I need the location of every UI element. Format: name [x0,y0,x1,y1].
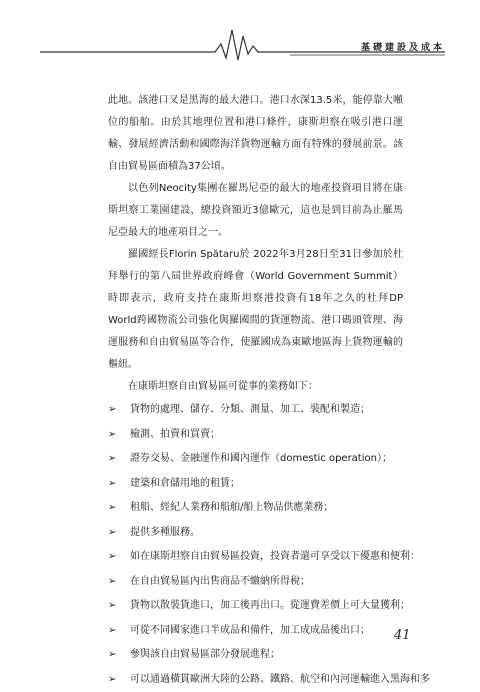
bullet-list [108,398,403,692]
paragraph-3: 羅國經長Florin Spătaru於 2022年3月28日至31日參加於杜拜舉行的第八屆世界政府峰會（World Government Summit）時即表示，政府支持在康斯坦察港投資有18年之久的杜拜DP World跨國物流公司強化與羅國間的貨運物流、港口碼頭管理、海運服務和自由貿易區等合作，使羅國成為東歐地區海上貨物運輸的樞紐。 [108,244,403,376]
paragraph-2: 以色列Neocity集團在羅馬尼亞的最大的地產投資項目將在康斯坦察工業園建設，總投資額近3億歐元，這也是到目前為止羅馬尼亞最大的地產項目之一。 [108,178,403,244]
list-item [108,496,403,521]
list-item [108,447,403,472]
header-title: 基礎建設及成本 [361,40,445,53]
list-item [108,619,403,644]
list-item-text: 提供多種服務。 [130,527,200,538]
arrow-bullet-icon: ➢ [108,398,116,423]
list-item-text: 參與該自由貿易區部分發展進程； [130,649,280,660]
list-item-text: 租船、經紀人業務和船舶/船上物品供應業務； [130,502,333,513]
list-item [108,423,403,448]
arrow-bullet-icon: ➢ [108,447,116,472]
list-item-text: 在自由貿易區內出售商品不繳納所得稅； [130,576,310,587]
arrow-bullet-icon: ➢ [108,496,116,521]
body-content [108,90,403,692]
list-item [108,643,403,668]
list-item [108,594,403,619]
list-item-text: 可從不同國家進口半成品和備件，加工成成品後出口； [130,625,370,636]
list-item-text: 可以通過橫貫歐洲大陸的公路、鐵路、航空和內河運輸進入黑海和多 [130,674,430,685]
list-item-text: 證券交易、金融運作和國內運作（domestic operation）； [130,453,392,464]
list-item-text: 如在康斯坦察自由貿易區投資，投資者還可享受以下優惠和便利： [130,551,420,562]
list-item-text: 檢測、拍賣和買賣； [130,429,220,440]
paragraph-4: 在康斯坦察自由貿易區可從事的業務如下： [108,376,403,398]
arrow-bullet-icon: ➢ [108,472,116,497]
list-item [108,521,403,546]
list-item [108,570,403,595]
list-item-text: 貨物以散裝貨進口，加工後再出口。從運費差價上可大量獲利； [130,600,410,611]
arrow-bullet-icon: ➢ [108,643,116,668]
arrow-bullet-icon: ➢ [108,521,116,546]
list-item [108,668,403,692]
arrow-bullet-icon: ➢ [108,423,116,448]
arrow-bullet-icon: ➢ [108,619,116,644]
page-header [40,22,445,62]
page-number: 41 [394,628,411,643]
arrow-bullet-icon: ➢ [108,668,116,692]
list-item [108,472,403,497]
paragraph-1: 此地。該港口又是黑海的最大港口。港口水深13.5米，能停靠大噸位的船舶。由於其地理位置和港口條件，康斯坦察在吸引港口運輸、發展經濟活動和國際海洋貨物運輸方面有特殊的發展前景。該自由貿易區面積為37公頃。 [108,90,403,178]
list-item-text: 貨物的處理、儲存、分類、測量、加工、裝配和製造； [130,404,370,415]
list-item-text: 建築和倉儲用地的租賃； [130,478,240,489]
list-item [108,398,403,423]
list-item [108,545,403,570]
arrow-bullet-icon: ➢ [108,545,116,570]
arrow-bullet-icon: ➢ [108,594,116,619]
arrow-bullet-icon: ➢ [108,570,116,595]
